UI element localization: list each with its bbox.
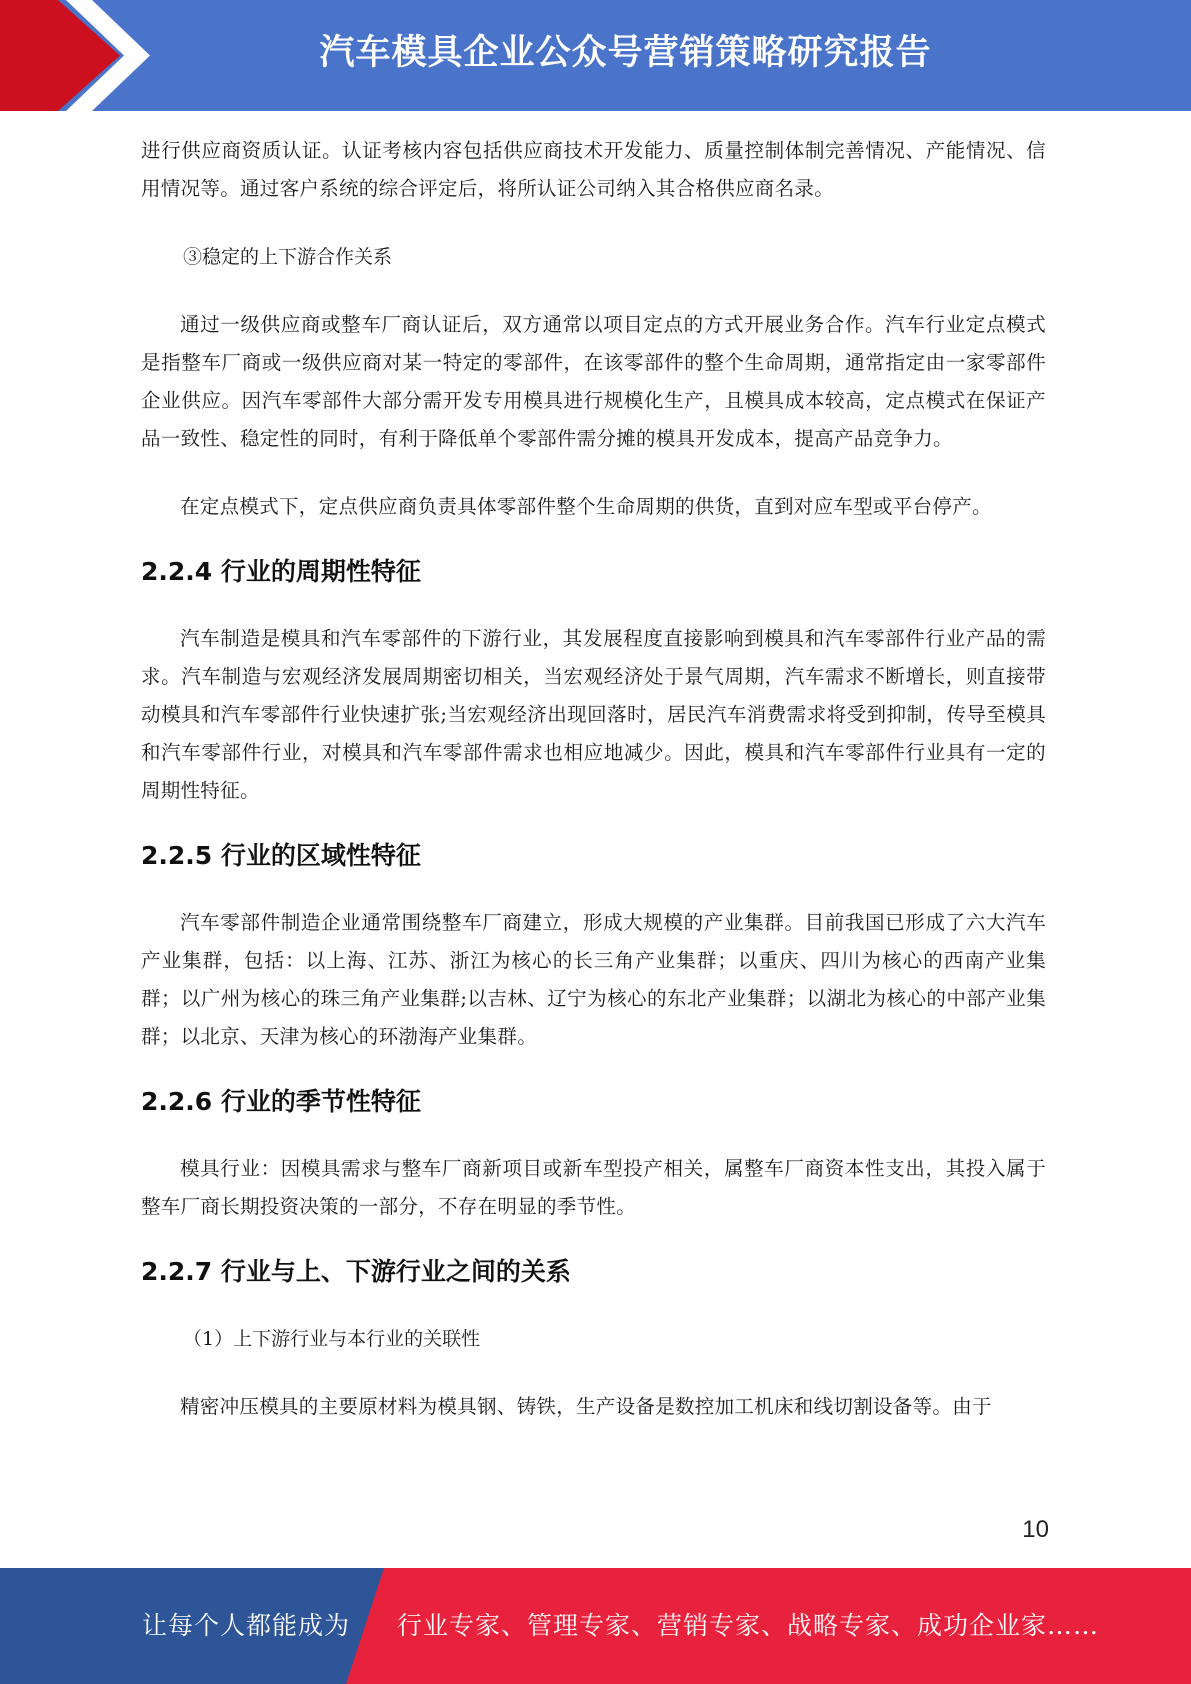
paragraph-fixed-point-supply: 在定点模式下，定点供应商负责具体零部件整个生命周期的供货，直到对应车型或平台停产。 [180,495,992,518]
header-arrow-decoration [0,0,240,111]
paragraph-raw-materials: 精密冲压模具的主要原材料为模具钢、铸铁，生产设备是数控加工机床和线切割设备等。由于 [180,1395,992,1418]
paragraph-fixed-point-mode: 通过一级供应商或整车厂商认证后，双方通常以项目定点的方式开展业务合作。汽车行业定点模式是指整车厂商或一级供应商对某一特定的零部件，在该零部件的整个生命周期，通常指定由一家零部件企业供应。因汽车零部件大部分需开发专用模具进行规模化生产，且模具成本较高，定点模式在保证产品一致性、稳定性的同时，有利于降低单个零部件需分摊的模具开发成本，提高产品竞争力。 [141,313,1046,450]
list-item-industry-correlation: （1）上下游行业与本行业的关联性 [183,1328,481,1350]
section-heading-2-2-5: 2.2.5 行业的区域性特征 [141,841,421,870]
list-item-stable-cooperation: ③稳定的上下游合作关系 [183,246,393,268]
page-header [0,0,1191,111]
footer-slogan-right: 行业专家、管理专家、营销专家、战略专家、成功企业家…… [397,1611,1100,1640]
document-title: 汽车模具企业公众号营销策略研究报告 [319,33,932,73]
paragraph-seasonality: 模具行业：因模具需求与整车厂商新项目或新车型投产相关，属整车厂商资本性支出，其投入属于整车厂商长期投资决策的一部分，不存在明显的季节性。 [141,1157,1046,1218]
document-body [141,132,1046,1426]
page-number: 10 [1022,1516,1049,1543]
paragraph-cyclicality: 汽车制造是模具和汽车零部件的下游行业，其发展程度直接影响到模具和汽车零部件行业产品的需求。汽车制造与宏观经济发展周期密切相关，当宏观经济处于景气周期，汽车需求不断增长，则直接带动模具和汽车零部件行业快速扩张;当宏观经济出现回落时，居民汽车消费需求将受到抑制，传导至模具和汽车零部件行业，对模具和汽车零部件需求也相应地减少。因此，模具和汽车零部件行业具有一定的周期性特征。 [141,627,1046,802]
section-heading-2-2-7: 2.2.7 行业与上、下游行业之间的关系 [141,1257,571,1286]
paragraph-regional-clusters: 汽车零部件制造企业通常围绕整车厂商建立，形成大规模的产业集群。目前我国已形成了六大汽车产业集群，包括：以上海、江苏、浙江为核心的长三角产业集群；以重庆、四川为核心的西南产业集群；以广州为核心的珠三角产业集群;以吉林、辽宁为核心的东北产业集群；以湖北为核心的中部产业集群；以北京、天津为核心的环渤海产业集群。 [141,911,1046,1048]
page-footer [0,1568,1191,1684]
paragraph-supplier-certification: 进行供应商资质认证。认证考核内容包括供应商技术开发能力、质量控制体制完善情况、产能情况、信用情况等。通过客户系统的综合评定后，将所认证公司纳入其合格供应商名录。 [141,139,1046,200]
section-heading-2-2-4: 2.2.4 行业的周期性特征 [141,557,421,586]
footer-slogan-left: 让每个人都能成为 [142,1611,351,1640]
section-heading-2-2-6: 2.2.6 行业的季节性特征 [141,1087,421,1116]
